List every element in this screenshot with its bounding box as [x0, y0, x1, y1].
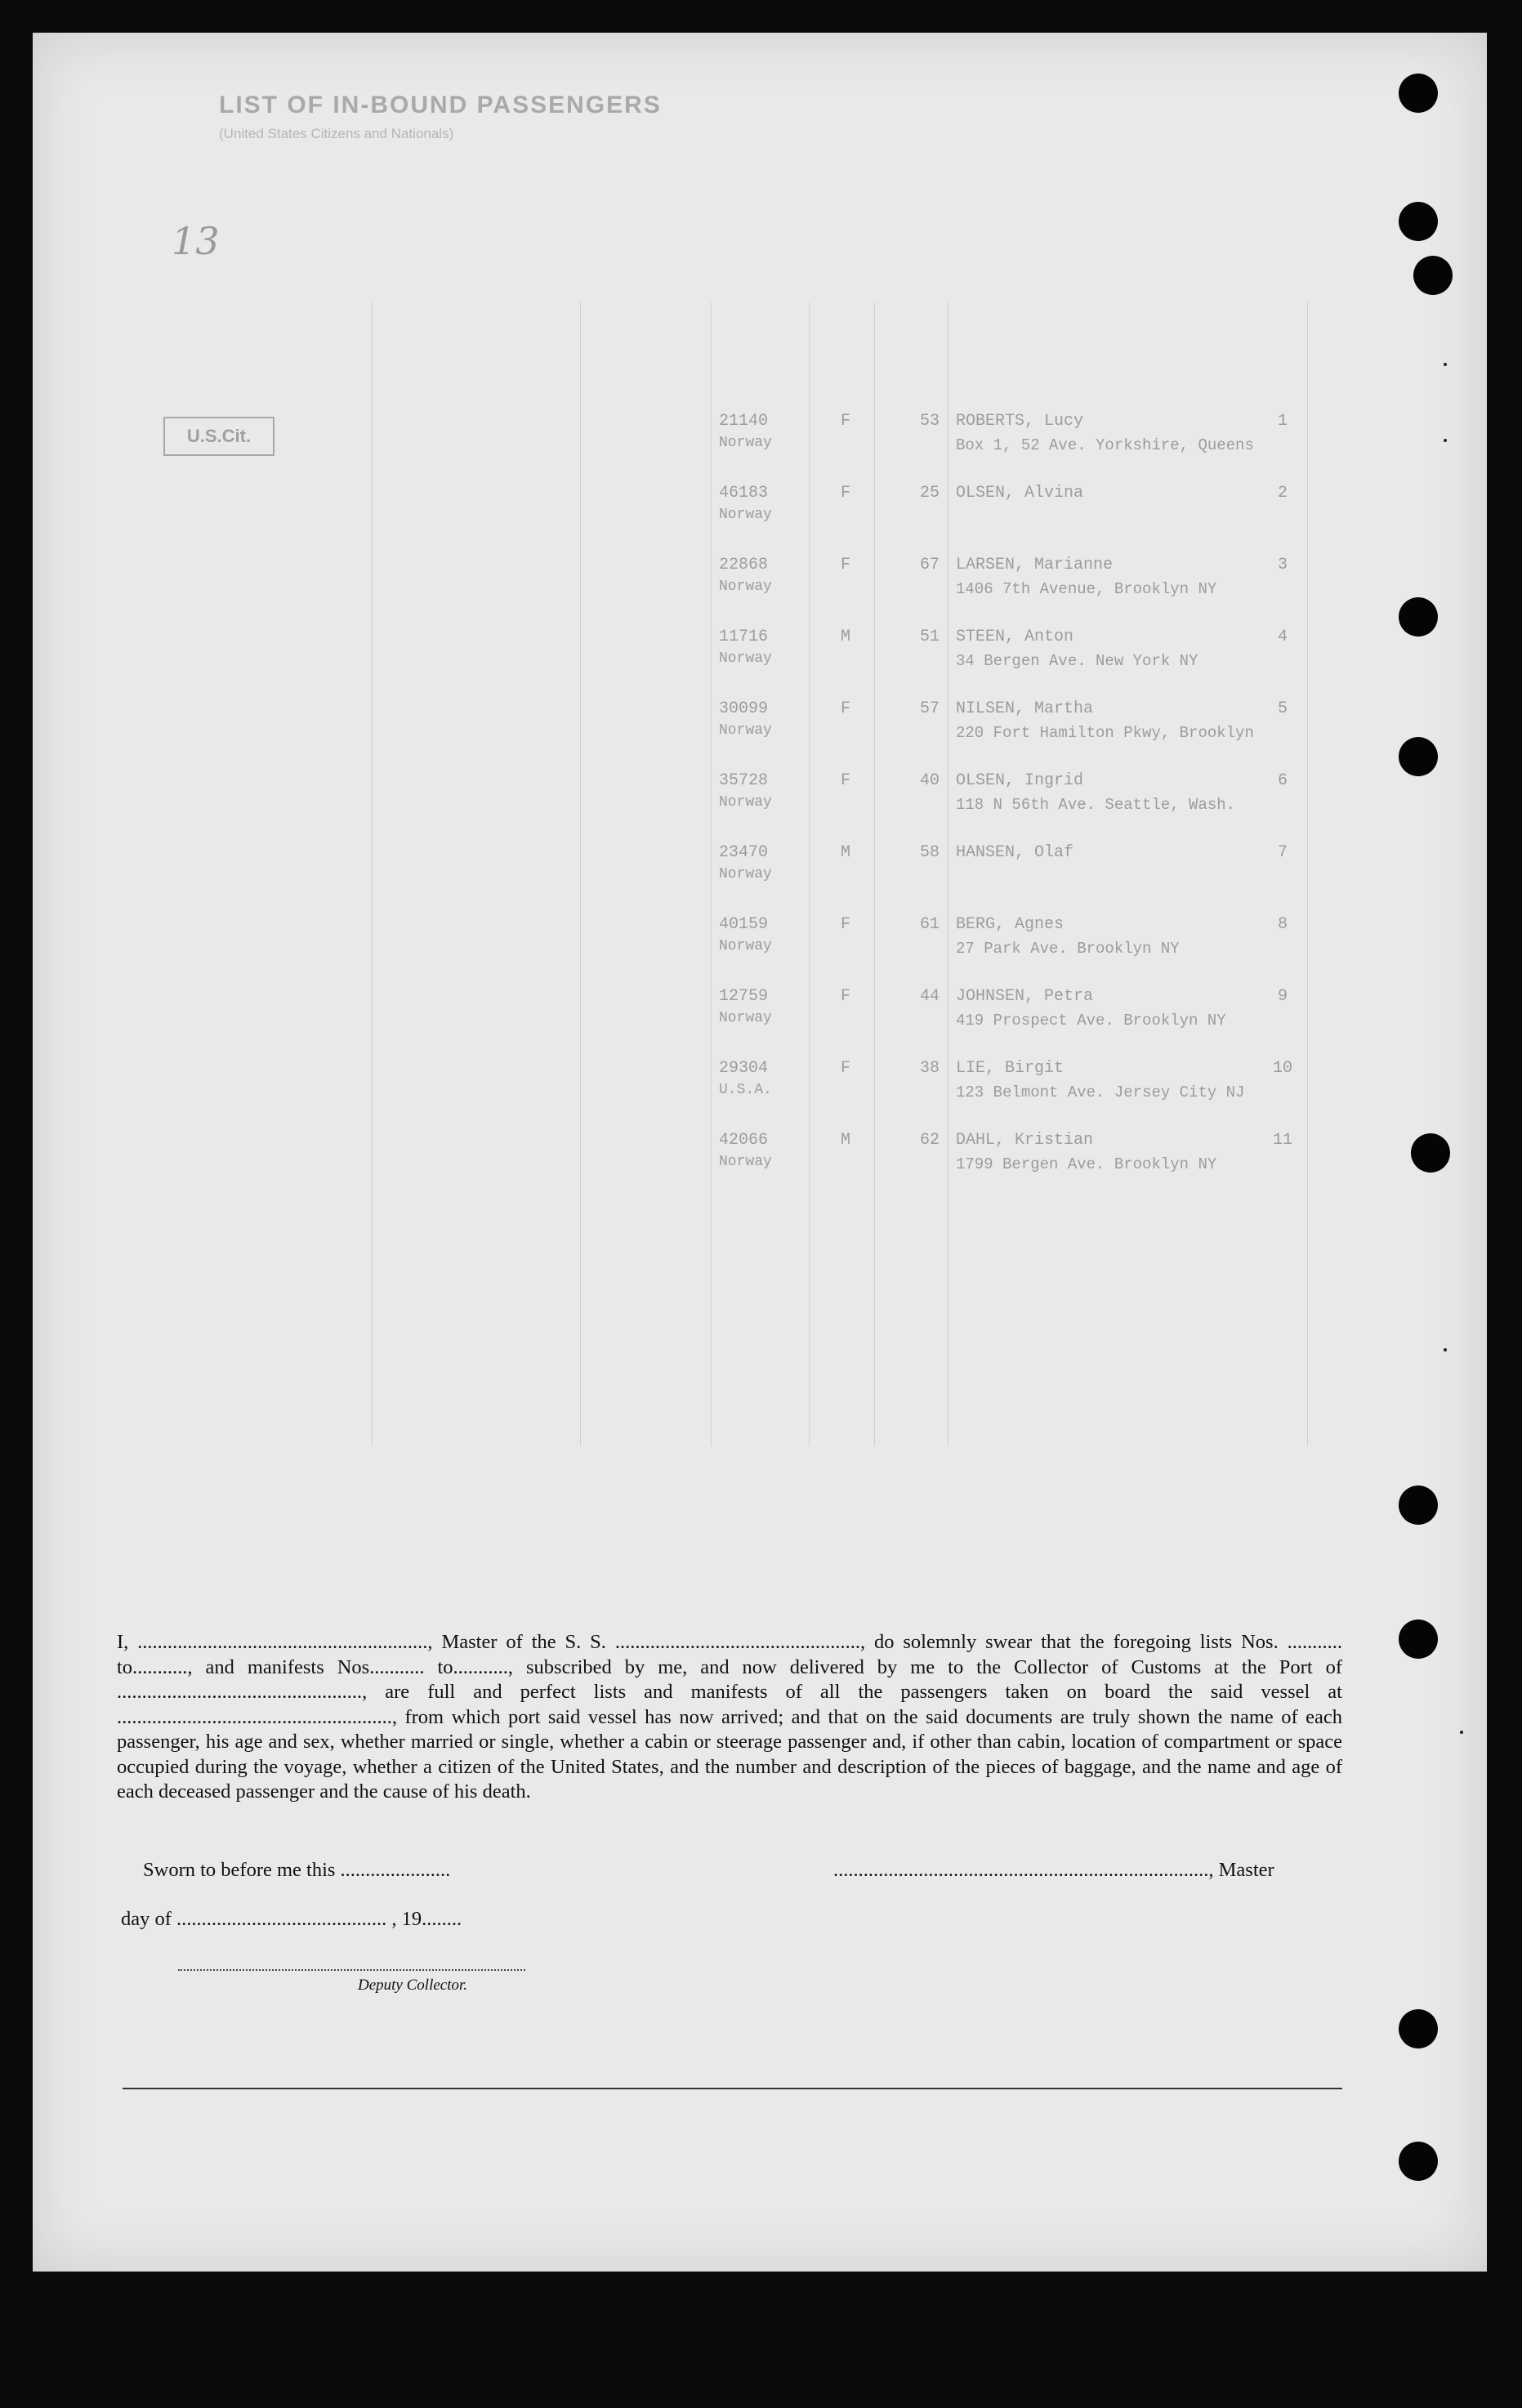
passenger-name: STEEN, Anton	[956, 628, 1074, 646]
passenger-name: BERG, Agnes	[956, 915, 1065, 934]
passenger-age: 67	[919, 556, 940, 574]
passenger-sex: F	[840, 771, 850, 790]
passenger-address: 1406 7th Avenue, Brooklyn NY	[956, 580, 1217, 598]
issuing-place: U.S.A.	[719, 1082, 772, 1098]
binder-hole-icon	[1399, 597, 1438, 637]
passenger-number: 6	[1277, 771, 1288, 790]
passport-number: 22868	[719, 556, 769, 574]
passport-number: 21140	[719, 412, 769, 431]
issuing-place: Norway	[719, 507, 772, 523]
issuing-place: Norway	[719, 794, 772, 811]
passport-number: 11716	[719, 628, 769, 646]
table-row	[90, 1128, 1340, 1200]
passport-number: 29304	[719, 1059, 769, 1078]
binder-hole-icon	[1399, 737, 1438, 776]
oath-paragraph: I, .........................................................., Master of the S. S. ................................................., do solemnly swear that the foregoing lists Nos. ........... to..........., and manifests Nos........... to..........., subscribed by me, and now delivered by me to the Collector of Customs at the Port of ................................................., are full and perfect lists and manifests of all the passengers taken on board the said vessel at ......................................................., from which port said vessel has now arrived; and that on the said documents are truly shown the name of each passenger, his age and sex, whether married or single, whether a cabin or steerage passenger and, if other than cabin, location of compartment or space occupied during the voyage, whether a citizen of the United States, and the number and description of the pieces of baggage, and the name and age of each deceased passenger and the cause of his death.	[117, 1631, 1342, 1803]
passenger-age: 38	[919, 1059, 940, 1078]
passenger-age: 62	[919, 1131, 940, 1150]
binder-hole-icon	[1399, 2142, 1438, 2181]
table-row	[90, 768, 1340, 840]
passenger-name: ROBERTS, Lucy	[956, 412, 1084, 431]
binder-hole-icon	[1399, 1485, 1438, 1525]
passenger-sex: F	[840, 556, 850, 574]
passenger-number: 2	[1277, 484, 1288, 503]
issuing-place: Norway	[719, 435, 772, 451]
issuing-place: Norway	[719, 1154, 772, 1170]
passenger-sex: F	[840, 987, 850, 1006]
day-of-line: day of .......................................... , 19........	[121, 1908, 462, 1930]
passenger-number: 9	[1277, 987, 1288, 1006]
passenger-number: 5	[1277, 699, 1288, 718]
table-row	[90, 912, 1340, 984]
passenger-name: LARSEN, Marianne	[956, 556, 1114, 574]
speck	[1444, 363, 1447, 366]
passenger-number: 4	[1277, 628, 1288, 646]
passenger-sex: F	[840, 915, 850, 934]
speck	[1444, 1348, 1447, 1351]
table-row	[90, 696, 1340, 768]
passenger-number: 1	[1277, 412, 1288, 431]
passenger-number: 3	[1277, 556, 1288, 574]
list-subtitle: (United States Citizens and Nationals)	[219, 126, 454, 141]
deputy-signature-line	[178, 1969, 525, 1971]
table-row	[90, 624, 1340, 696]
passenger-name: OLSEN, Alvina	[956, 484, 1084, 503]
passenger-sex: F	[840, 484, 850, 503]
passport-number: 42066	[719, 1131, 769, 1150]
passenger-address: Box 1, 52 Ave. Yorkshire, Queens	[956, 436, 1254, 454]
passenger-age: 44	[919, 987, 940, 1006]
table-row	[90, 840, 1340, 912]
master-signature-line: ..........................................................................., Master	[833, 1859, 1274, 1881]
master-oath	[117, 1630, 1342, 1805]
binder-hole-icon	[1413, 256, 1453, 295]
passenger-age: 58	[919, 843, 940, 862]
passenger-age: 57	[919, 699, 940, 718]
deputy-collector-label: Deputy Collector.	[358, 1977, 468, 1994]
passenger-sex: M	[840, 628, 850, 646]
passenger-sex: F	[840, 1059, 850, 1078]
binder-hole-icon	[1411, 1133, 1450, 1173]
binder-hole-icon	[1399, 2009, 1438, 2048]
passenger-address: 419 Prospect Ave. Brooklyn NY	[956, 1012, 1226, 1030]
passenger-name: HANSEN, Olaf	[956, 843, 1074, 862]
passenger-address: 123 Belmont Ave. Jersey City NJ	[956, 1083, 1245, 1101]
passport-number: 12759	[719, 987, 769, 1006]
passenger-number: 8	[1277, 915, 1288, 934]
passenger-name: DAHL, Kristian	[956, 1131, 1094, 1150]
passenger-age: 61	[919, 915, 940, 934]
passenger-age: 51	[919, 628, 940, 646]
passport-number: 46183	[719, 484, 769, 503]
table-row	[90, 984, 1340, 1056]
binder-hole-icon	[1399, 74, 1438, 113]
passenger-number: 11	[1272, 1131, 1292, 1150]
passenger-sex: F	[840, 412, 850, 431]
handwritten-page-number: 13	[172, 219, 220, 263]
passport-number: 40159	[719, 915, 769, 934]
passenger-address: 27 Park Ave. Brooklyn NY	[956, 940, 1180, 958]
passenger-sex: F	[840, 699, 850, 718]
passenger-name: NILSEN, Martha	[956, 699, 1094, 718]
passport-number: 23470	[719, 843, 769, 862]
passport-number: 35728	[719, 771, 769, 790]
issuing-place: Norway	[719, 650, 772, 667]
passenger-address: 220 Fort Hamilton Pkwy, Brooklyn	[956, 724, 1254, 742]
passenger-sex: M	[840, 1131, 850, 1150]
speck	[1460, 1731, 1463, 1734]
passport-number: 30099	[719, 699, 769, 718]
issuing-place: Norway	[719, 938, 772, 954]
passenger-number: 10	[1272, 1059, 1292, 1078]
passenger-address: 118 N 56th Ave. Seattle, Wash.	[956, 796, 1236, 814]
table-row	[90, 409, 1340, 480]
sworn-line: Sworn to before me this ......................	[143, 1859, 451, 1881]
speck	[1444, 439, 1447, 442]
passenger-address: 34 Bergen Ave. New York NY	[956, 652, 1198, 670]
passenger-address: 1799 Bergen Ave. Brooklyn NY	[956, 1155, 1217, 1173]
passenger-age: 25	[919, 484, 940, 503]
table-row	[90, 1056, 1340, 1128]
passenger-sex: M	[840, 843, 850, 862]
passenger-name: JOHNSEN, Petra	[956, 987, 1094, 1006]
citizenship-stamp: U.S.Cit.	[163, 417, 274, 456]
binder-hole-icon	[1399, 202, 1438, 241]
passenger-name: OLSEN, Ingrid	[956, 771, 1084, 790]
binder-hole-icon	[1399, 1619, 1438, 1659]
passenger-age: 53	[919, 412, 940, 431]
issuing-place: Norway	[719, 579, 772, 595]
table-row	[90, 552, 1340, 624]
bottom-rule	[123, 2088, 1342, 2089]
issuing-place: Norway	[719, 866, 772, 882]
passenger-list	[90, 409, 1340, 1200]
list-title: LIST OF IN-BOUND PASSENGERS	[219, 92, 662, 118]
issuing-place: Norway	[719, 722, 772, 739]
issuing-place: Norway	[719, 1010, 772, 1026]
table-row	[90, 480, 1340, 552]
passenger-age: 40	[919, 771, 940, 790]
passenger-number: 7	[1277, 843, 1288, 862]
passenger-name: LIE, Birgit	[956, 1059, 1065, 1078]
